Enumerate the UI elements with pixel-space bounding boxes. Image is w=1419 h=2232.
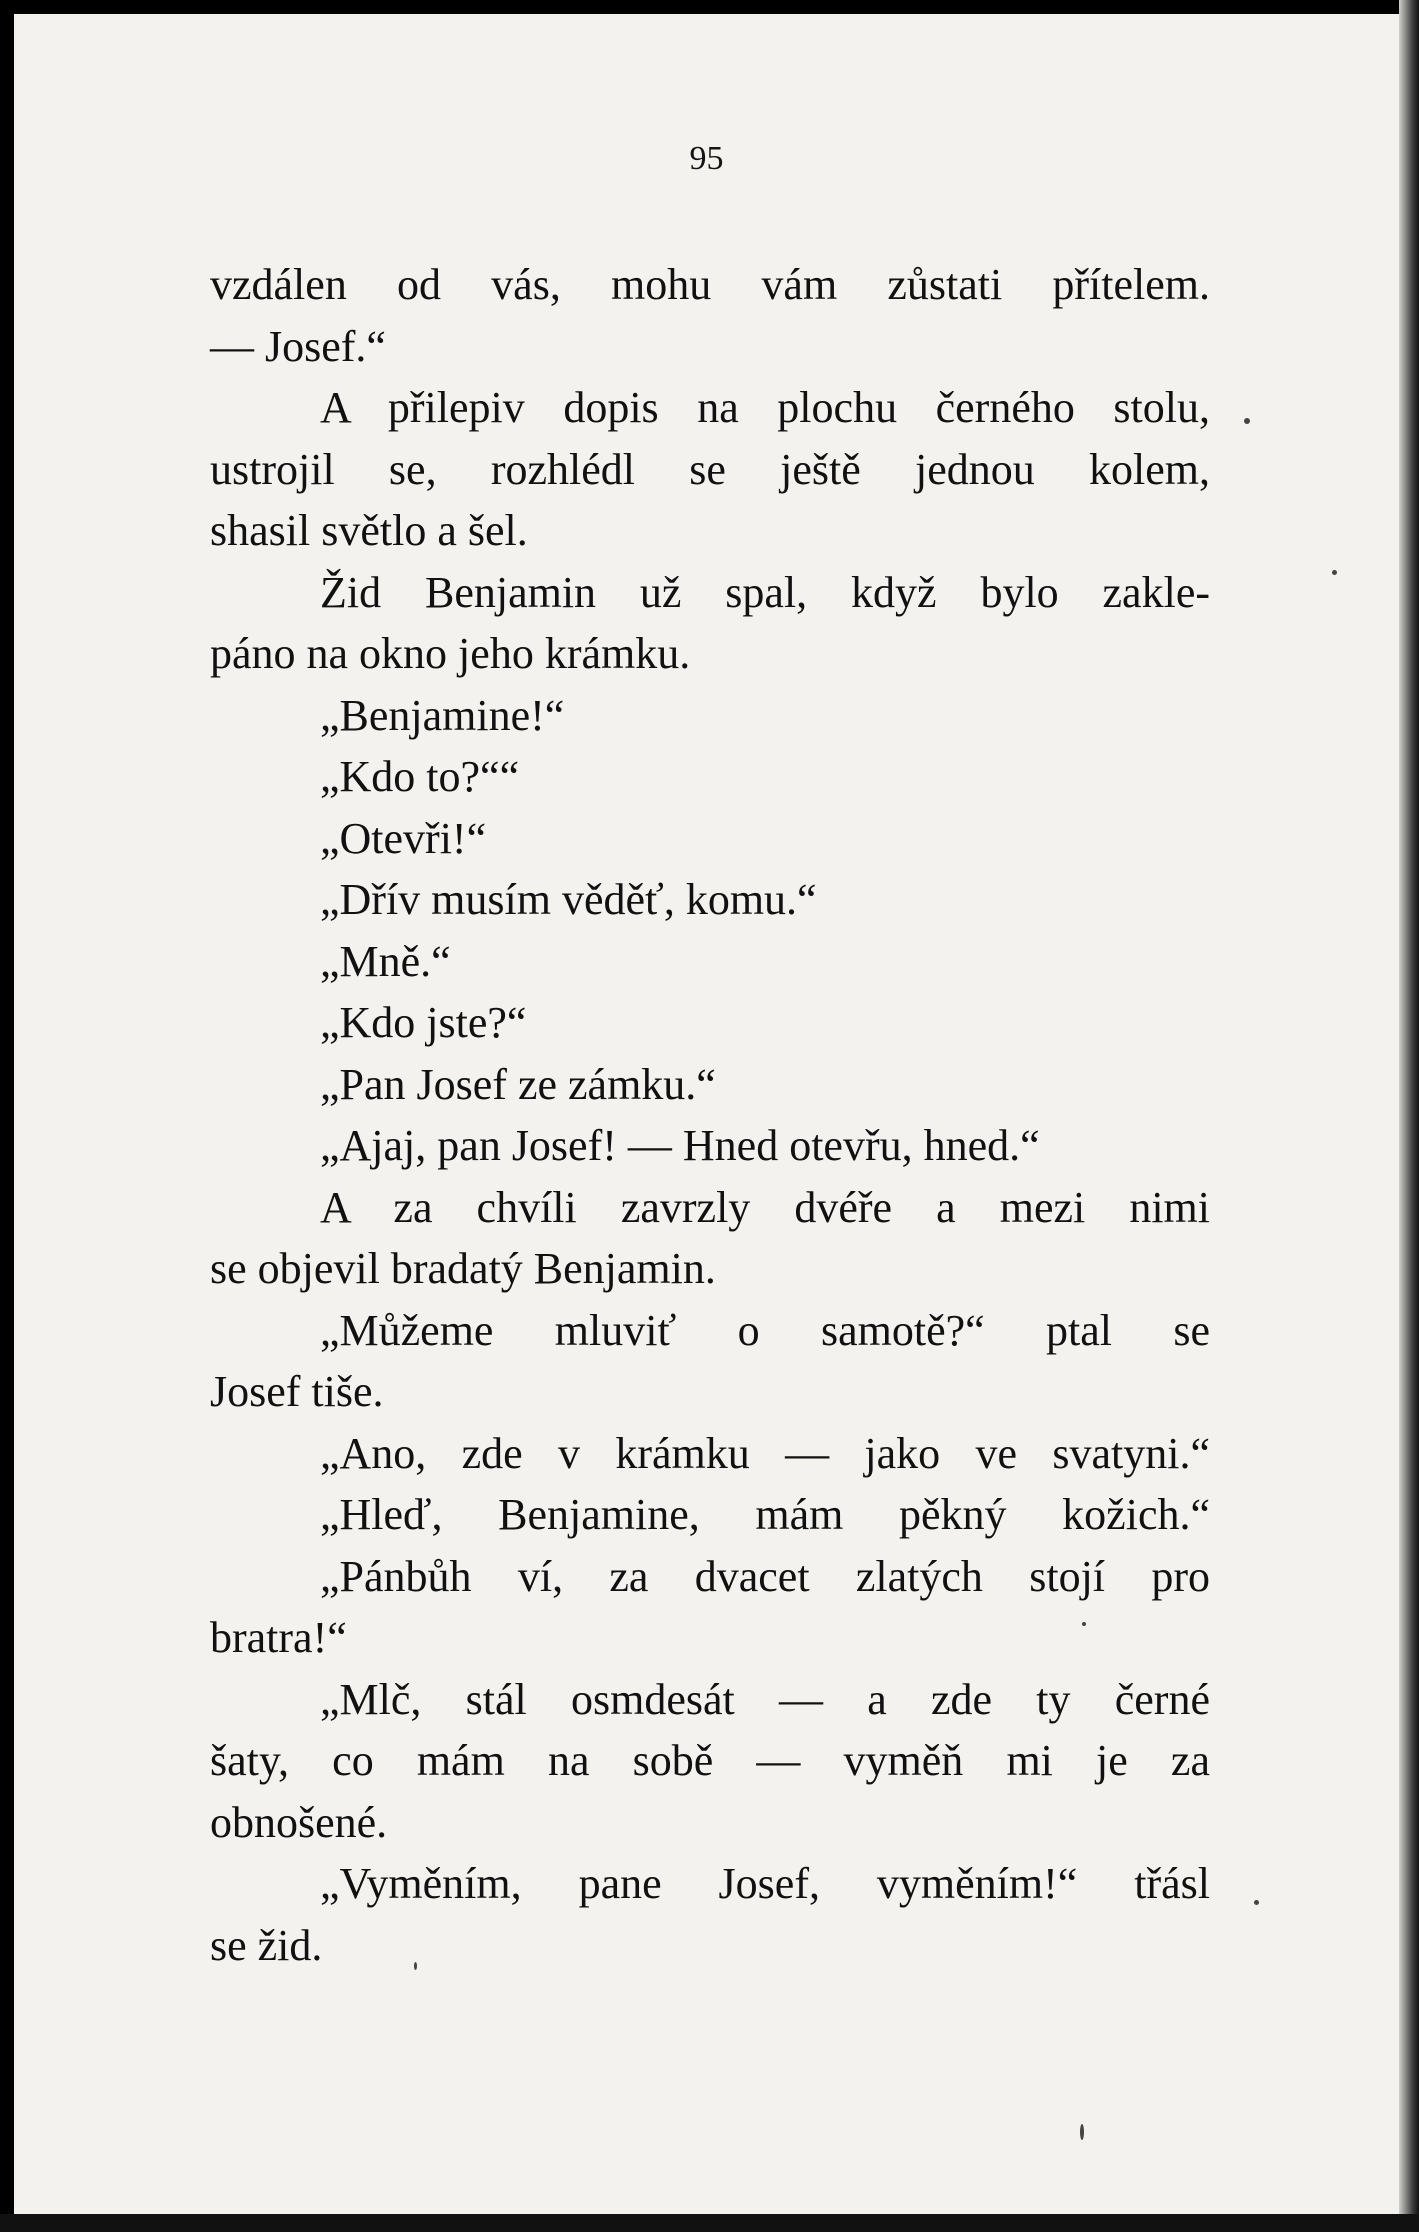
text-line: „Ano, zde v krámku — jako ve svatyni.“	[320, 1428, 1210, 1478]
text-line: Josef tiše.	[210, 1367, 384, 1416]
page-edge-right	[1399, 0, 1419, 2232]
text-line: — Josef.“	[210, 321, 386, 371]
text-line: ustrojil se, rozhlédl se ještě jednou kolem,	[210, 444, 1210, 494]
text-line: „Ajaj, pan Josef! — Hned otevřu, hned.“	[320, 1121, 1040, 1170]
paper-speck	[1244, 418, 1250, 424]
text-line: bratra!“	[210, 1613, 347, 1662]
text-line: obnošené.	[210, 1797, 388, 1847]
text-line: „Benjamine!“	[320, 690, 565, 740]
text-line: „Pánbůh ví, za dvacet zlatých stojí pro	[320, 1551, 1210, 1601]
text-line: „Pan Josef ze zámku.“	[320, 1059, 716, 1109]
text-line: „Dřív musím věděť, komu.“	[320, 875, 817, 924]
text-line: „Mlč, stál osmdesát — a zde ty černé	[320, 1674, 1210, 1724]
paper-speck	[1332, 570, 1337, 575]
text-line: se žid.	[210, 1920, 323, 1970]
text-line: „Můžeme mluviť o samotě?“ ptal se	[320, 1305, 1210, 1355]
text-line: vzdálen od vás, mohu vám zůstati přítelem.	[210, 260, 1210, 309]
book-page	[14, 14, 1399, 2214]
text-line: „Hleď, Benjamine, mám pěkný kožich.“	[320, 1490, 1210, 1539]
paper-speck	[1254, 1900, 1259, 1905]
text-line: „Kdo to?““	[320, 752, 520, 801]
text-line: A přilepiv dopis na plochu černého stolu,	[320, 383, 1210, 432]
text-line: shasil světlo a šel.	[210, 506, 528, 555]
paper-speck	[414, 1962, 417, 1970]
text-line: šaty, co mám na sobě — vyměň mi je za	[210, 1736, 1210, 1785]
text-line: „Mně.“	[320, 936, 451, 986]
paper-speck	[1080, 2124, 1084, 2140]
text-line: páno na okno jeho krámku.	[210, 629, 691, 678]
text-line: se objevil bradatý Benjamin.	[210, 1244, 716, 1293]
text-line: „Otevři!“	[320, 813, 487, 863]
paper-speck	[1082, 1622, 1086, 1626]
page-number: 95	[689, 140, 724, 177]
page-edge-bottom	[0, 2214, 1419, 2232]
body-text	[210, 254, 1210, 1976]
text-line: A za chvíli zavrzly dvéře a mezi nimi	[320, 1182, 1210, 1232]
text-line: „Kdo jste?“	[320, 998, 527, 1047]
text-line: Žid Benjamin už spal, když bylo zakle-	[320, 567, 1210, 617]
text-line: „Vyměním, pane Josef, vyměním!“ třásl	[320, 1859, 1210, 1908]
